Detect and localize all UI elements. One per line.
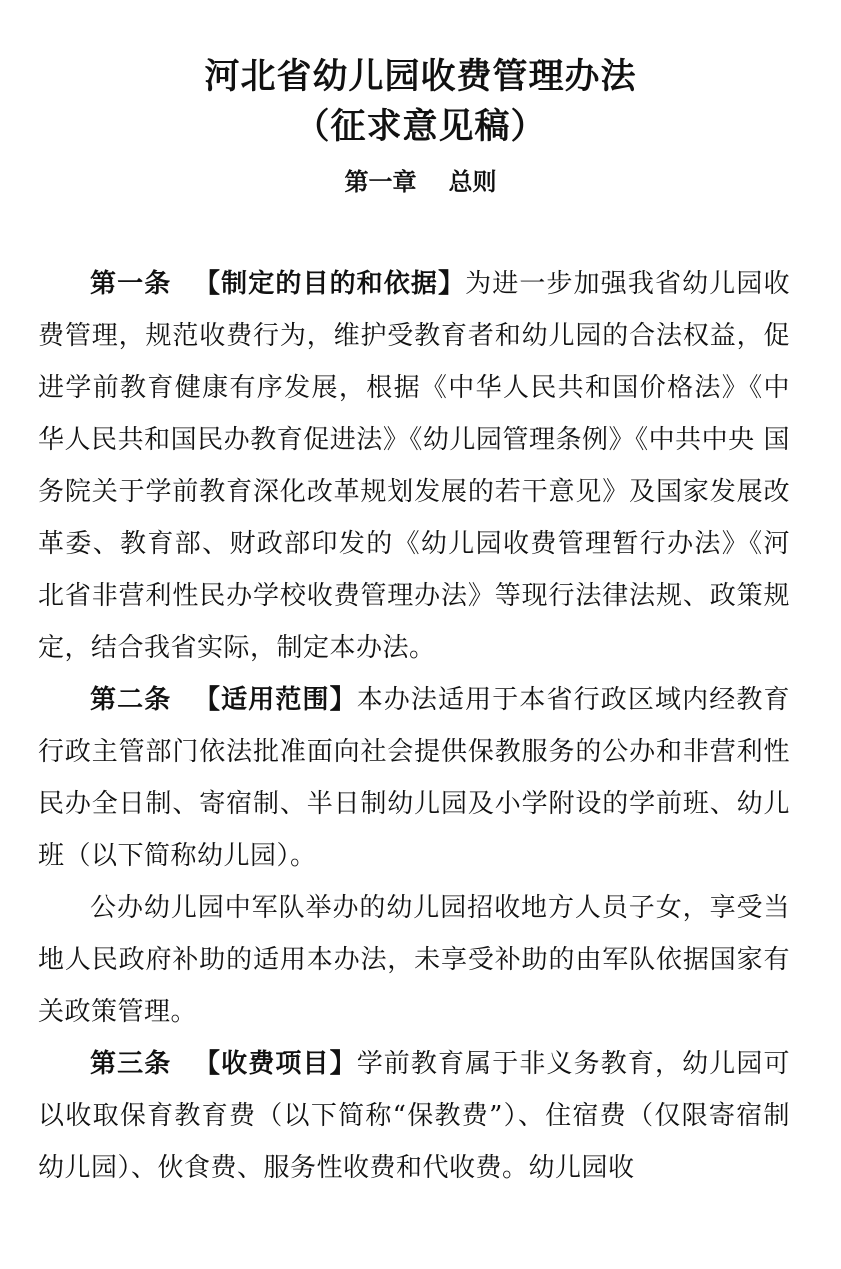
article-heading: 【适用范围】	[193, 685, 357, 715]
article-1-paragraph	[38, 258, 790, 674]
article-text: 为进一步加强我省幼儿园收费管理，规范收费行为，维护受教育者和幼儿园的合法权益，促进学前教育健康有序发展，根据《中华人民共和国价格法》《中华人民共和国民办教育促进法》《幼儿园管理条例》《中共中央 国务院关于学前教育深化改革规划发展的若干意见》及国家发展改革委、教育部、财政部印发的《幼儿园收费管理暂行办法》《河北省非营利性民办学校收费管理办法》等现行法律法规、政策规定，结合我省实际，制定本办法。	[38, 269, 790, 663]
article-heading: 【收费项目】	[193, 1049, 357, 1079]
article-text: 学前教育属于非义务教育，幼儿园可以收取保育教育费（以下简称“保教费”）、住宿费（仅限寄宿制幼儿园）、伙食费、服务性收费和代收费。幼儿园收	[38, 1049, 790, 1183]
article-heading: 【制定的目的和依据】	[193, 269, 466, 299]
document-subtitle: （征求意见稿）	[294, 107, 547, 147]
document-title: 河北省幼儿园收费管理办法	[204, 57, 637, 97]
article-number: 第三条	[90, 1049, 172, 1079]
article-text: 本办法适用于本省行政区域内经教育行政主管部门依法批准面向社会提供保教服务的公办和非营利性民办全日制、寄宿制、半日制幼儿园及小学附设的学前班、幼儿班（以下简称幼儿园）。	[38, 685, 790, 871]
chapter-heading	[0, 165, 841, 199]
article-number: 第二条	[90, 685, 172, 715]
chapter-number: 第一章	[344, 168, 417, 196]
article-number: 第一条	[90, 269, 172, 299]
chapter-name: 总则	[448, 168, 497, 196]
document-body	[38, 258, 790, 1194]
article-text: 公办幼儿园中军队举办的幼儿园招收地方人员子女，享受当地人民政府补助的适用本办法，未享受补助的由军队依据国家有关政策管理。	[38, 893, 790, 1027]
article-3-paragraph	[38, 1038, 790, 1194]
article-2-paragraph	[38, 674, 790, 882]
article-2-continuation-paragraph	[38, 882, 790, 1038]
